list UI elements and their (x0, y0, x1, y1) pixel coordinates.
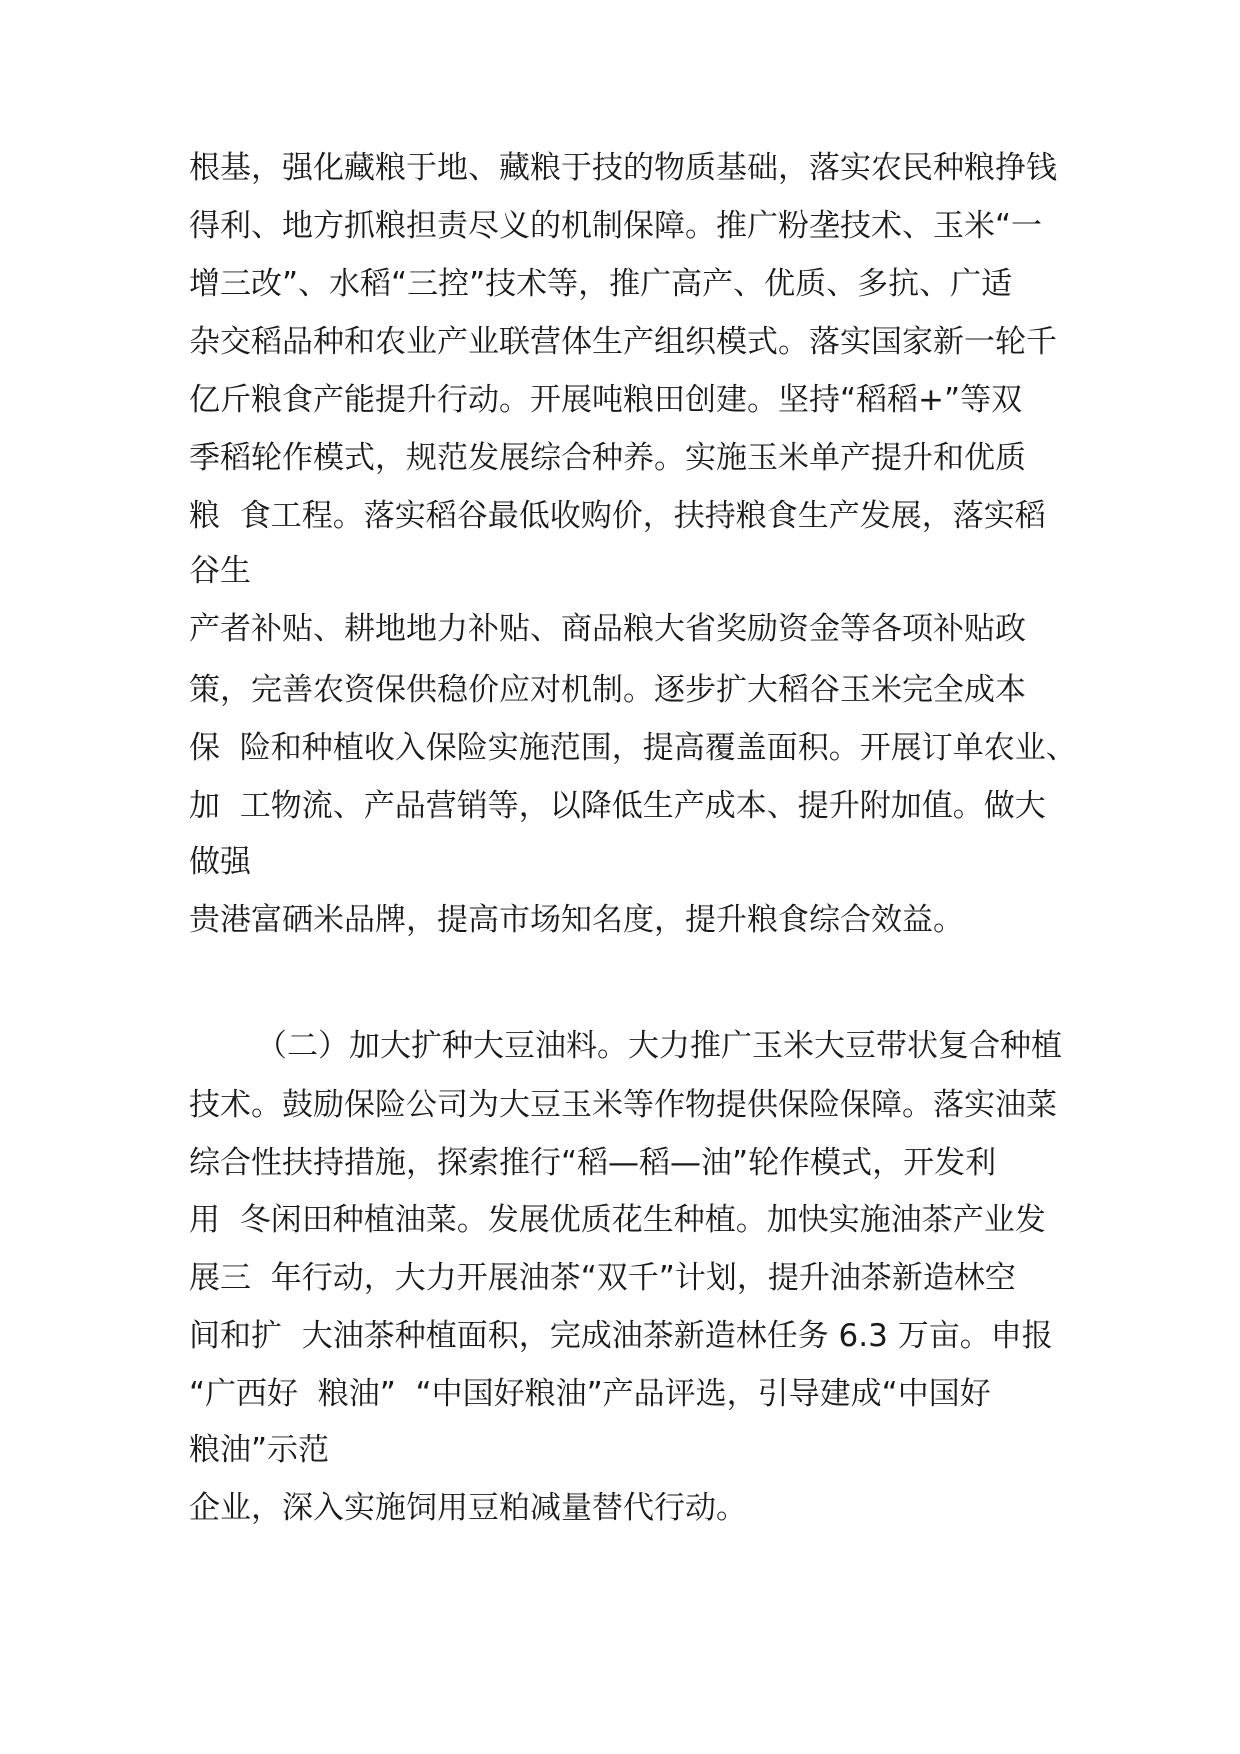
text-line: 季稻轮作模式，规范发展综合种养。实施玉米单产提升和优质 (189, 440, 1026, 476)
text-line: 增三改”、水稻“三控”技术等，推广高产、优质、多抗、广适 (189, 266, 1013, 302)
text-line: 做强 (189, 844, 251, 880)
text-line: 策，完善农资保供稳价应对机制。逐步扩大稻谷玉米完全成本 (189, 672, 1026, 708)
text-line: 保 险和种植收入保险实施范围，提高覆盖面积。开展订单农业、 (189, 730, 1077, 766)
text-line: 用 冬闲田种植油菜。发展优质花生种植。加快实施油茶产业发 (189, 1202, 1046, 1238)
text-line: 间和扩 大油茶种植面积，完成油茶新造林任务 6.3 万亩。申报 (189, 1318, 1053, 1354)
text-line: 企业，深入实施饲用豆粕减量替代行动。 (189, 1490, 747, 1526)
text-line: 根基，强化藏粮于地、藏粮于技的物质基础，落实农民种粮挣钱 (189, 150, 1057, 186)
text-line: 展三 年行动，大力开展油茶“双千”计划，提升油茶新造林空 (189, 1260, 1016, 1296)
text-line: 技术。鼓励保险公司为大豆玉米等作物提供保险保障。落实油菜 (189, 1087, 1057, 1123)
text-line: 产者补贴、耕地地力补贴、商品粮大省奖励资金等各项补贴政 (189, 611, 1026, 647)
text-line: 综合性扶持措施，探索推行“稻—稻—油”轮作模式，开发利 (189, 1145, 997, 1181)
section-heading-line: （二）加大扩种大豆油料。大力推广玉米大豆带状复合种植 (256, 1028, 1062, 1064)
text-line: 得利、地方抓粮担责尽义的机制保障。推广粉垄技术、玉米“一 (189, 208, 1043, 244)
text-line: 粮油”示范 (189, 1432, 330, 1468)
text-line: 加 工物流、产品营销等，以降低生产成本、提升附加值。做大 (189, 788, 1046, 824)
text-line: 亿斤粮食产能提升行动。开展吨粮田创建。坚持“稻稻+”等双 (189, 382, 1023, 418)
text-line: 粮 食工程。落实稻谷最低收购价，扶持粮食生产发展，落实稻 (189, 498, 1046, 534)
text-line: “广西好 粮油” “中国好粮油”产品评选，引导建成“中国好 (189, 1376, 991, 1412)
text-line: 杂交稻品种和农业产业联营体生产组织模式。落实国家新一轮千 (189, 324, 1057, 360)
text-line: 贵港富硒米品牌，提高市场知名度，提升粮食综合效益。 (189, 902, 964, 938)
text-line: 谷生 (189, 553, 251, 589)
